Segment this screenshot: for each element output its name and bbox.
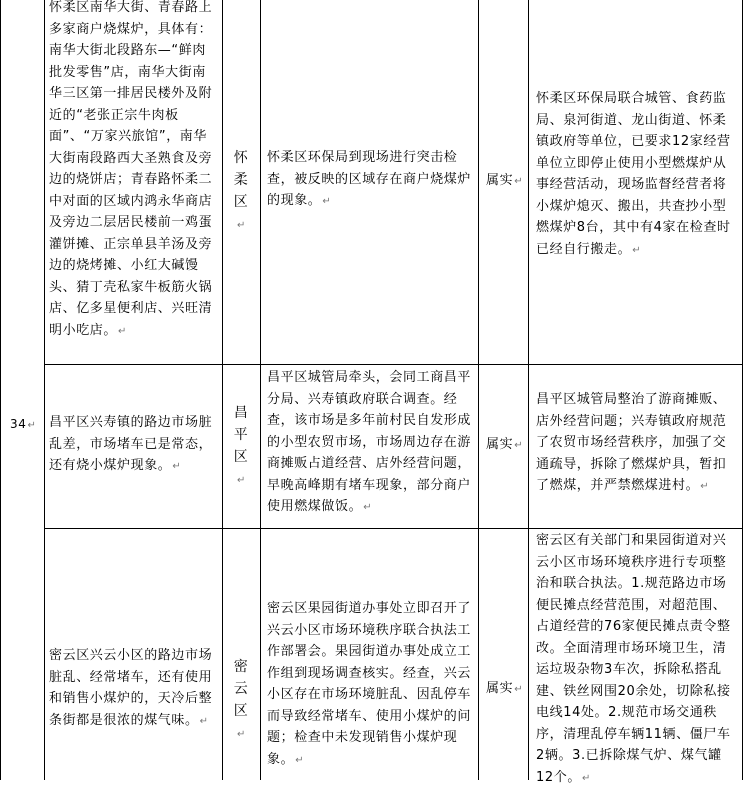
row-number: 34↵ (10, 417, 37, 431)
action-cell (536, 530, 739, 789)
district-cell: 密云区↵ (233, 659, 249, 740)
action-cell (536, 389, 739, 498)
row-divider (44, 364, 743, 365)
column-divider (260, 0, 261, 780)
problem-text: 怀柔区南华大街、青春路上多家商户烧煤炉，具体有：南华大街北段路东—“鲜肉批发零售”店，南华大街南华三区第一排居民楼外及附近的“老张正宗牛肉板面”、“万家兴旅馆”，南华大街南段路西大圣熟食及旁边的烧饼店；青春路怀柔二中对面的区域内鸿永华商店及旁边二层居民楼前一鸡蛋灌饼摊、正宗单县羊汤及旁边的烧烤摊、小红大碱馒头、猜丁壳私家牛板筋火锅店、亿多星便利店、兴旺清明小吃店。↵ (49, 0, 213, 338)
investigation-text: 怀柔区环保局到现场进行突击检查，被反映的区域存在商户烧煤炉的现象。↵ (267, 150, 472, 208)
district-cell: 怀柔区↵ (233, 150, 249, 231)
column-divider (222, 0, 223, 780)
action-text: 昌平区城管局整治了游商摊贩、店外经营问题；兴寿镇政府规范了农贸市场经营秩序，加强了交通疏导，拆除了燃煤炉具，暂扣了燃煤，并严禁燃煤进村。↵ (536, 392, 727, 493)
column-divider (528, 0, 529, 780)
investigation-text: 昌平区城管局牵头，会同工商昌平分局、兴寿镇政府联合调查。经查，该市场是多年前村民自发形成的小型农贸市场，市场周边存在游商摊贩占道经营、店外经营问题，早晚高峰期有堵车现象，部分商户使用燃煤做饭。↵ (267, 370, 472, 514)
action-text: 怀柔区环保局联合城管、食药监局、泉河街道、龙山街道、怀柔镇政府等单位，已要求12家经营单位立即停止使用小型燃煤炉从事经营活动，现场监督经营者将小煤炉熄灭、搬出，共查抄小型燃煤炉8台，其中有4家在检查时已经自行搬走。↵ (536, 91, 731, 257)
investigation-cell (267, 367, 473, 519)
problem-text: 昌平区兴寿镇的路边市场脏乱差，市场堵车已是常态，还有烧小煤炉现象。↵ (49, 415, 213, 473)
district-cell: 昌平区↵ (233, 405, 249, 486)
table-row (49, 412, 219, 478)
table-border-right (742, 0, 743, 780)
row-divider (44, 528, 743, 529)
action-cell (536, 88, 739, 261)
column-divider (478, 0, 479, 780)
investigation-cell (267, 147, 473, 213)
investigation-cell (267, 598, 473, 771)
table-row (49, 0, 219, 342)
problem-text: 密云区兴云小区的路边市场脏乱、经常堵车，还有使用和销售小煤炉的，天冷后整条街都是很浓的煤气味。↵ (49, 648, 213, 728)
table-border-left (0, 0, 1, 780)
verdict-cell: 属实↵ (486, 173, 524, 188)
verdict-cell: 属实↵ (486, 681, 524, 696)
action-text: 密云区有关部门和果园街道对兴云小区市场环境秩序进行专项整治和联合执法。1.规范路边市场便民摊点经营范围，对超范围、占道经营的76家便民摊点责令整改。全面清理市场环境卫生，清运垃圾杂物3车次，拆除私搭乱建、铁丝网围20余处，切除私接电线14处。2.规范市场交通秩序，清理乱停车辆11辆、僵尸车2辆。3.已拆除煤气炉、煤气罐12个。↵ (536, 533, 731, 785)
table-row (49, 645, 219, 732)
investigation-text: 密云区果园街道办事处立即召开了兴云小区市场环境秩序联合执法工作部署会。果园街道办事处成立工作组到现场调查核实。经查，兴云小区存在市场环境脏乱、因乱停车而导致经常堵车、使用小煤炉的问题；检查中未发现销售小煤炉现象。↵ (267, 601, 472, 767)
column-divider (44, 0, 45, 780)
verdict-cell: 属实↵ (486, 437, 524, 452)
